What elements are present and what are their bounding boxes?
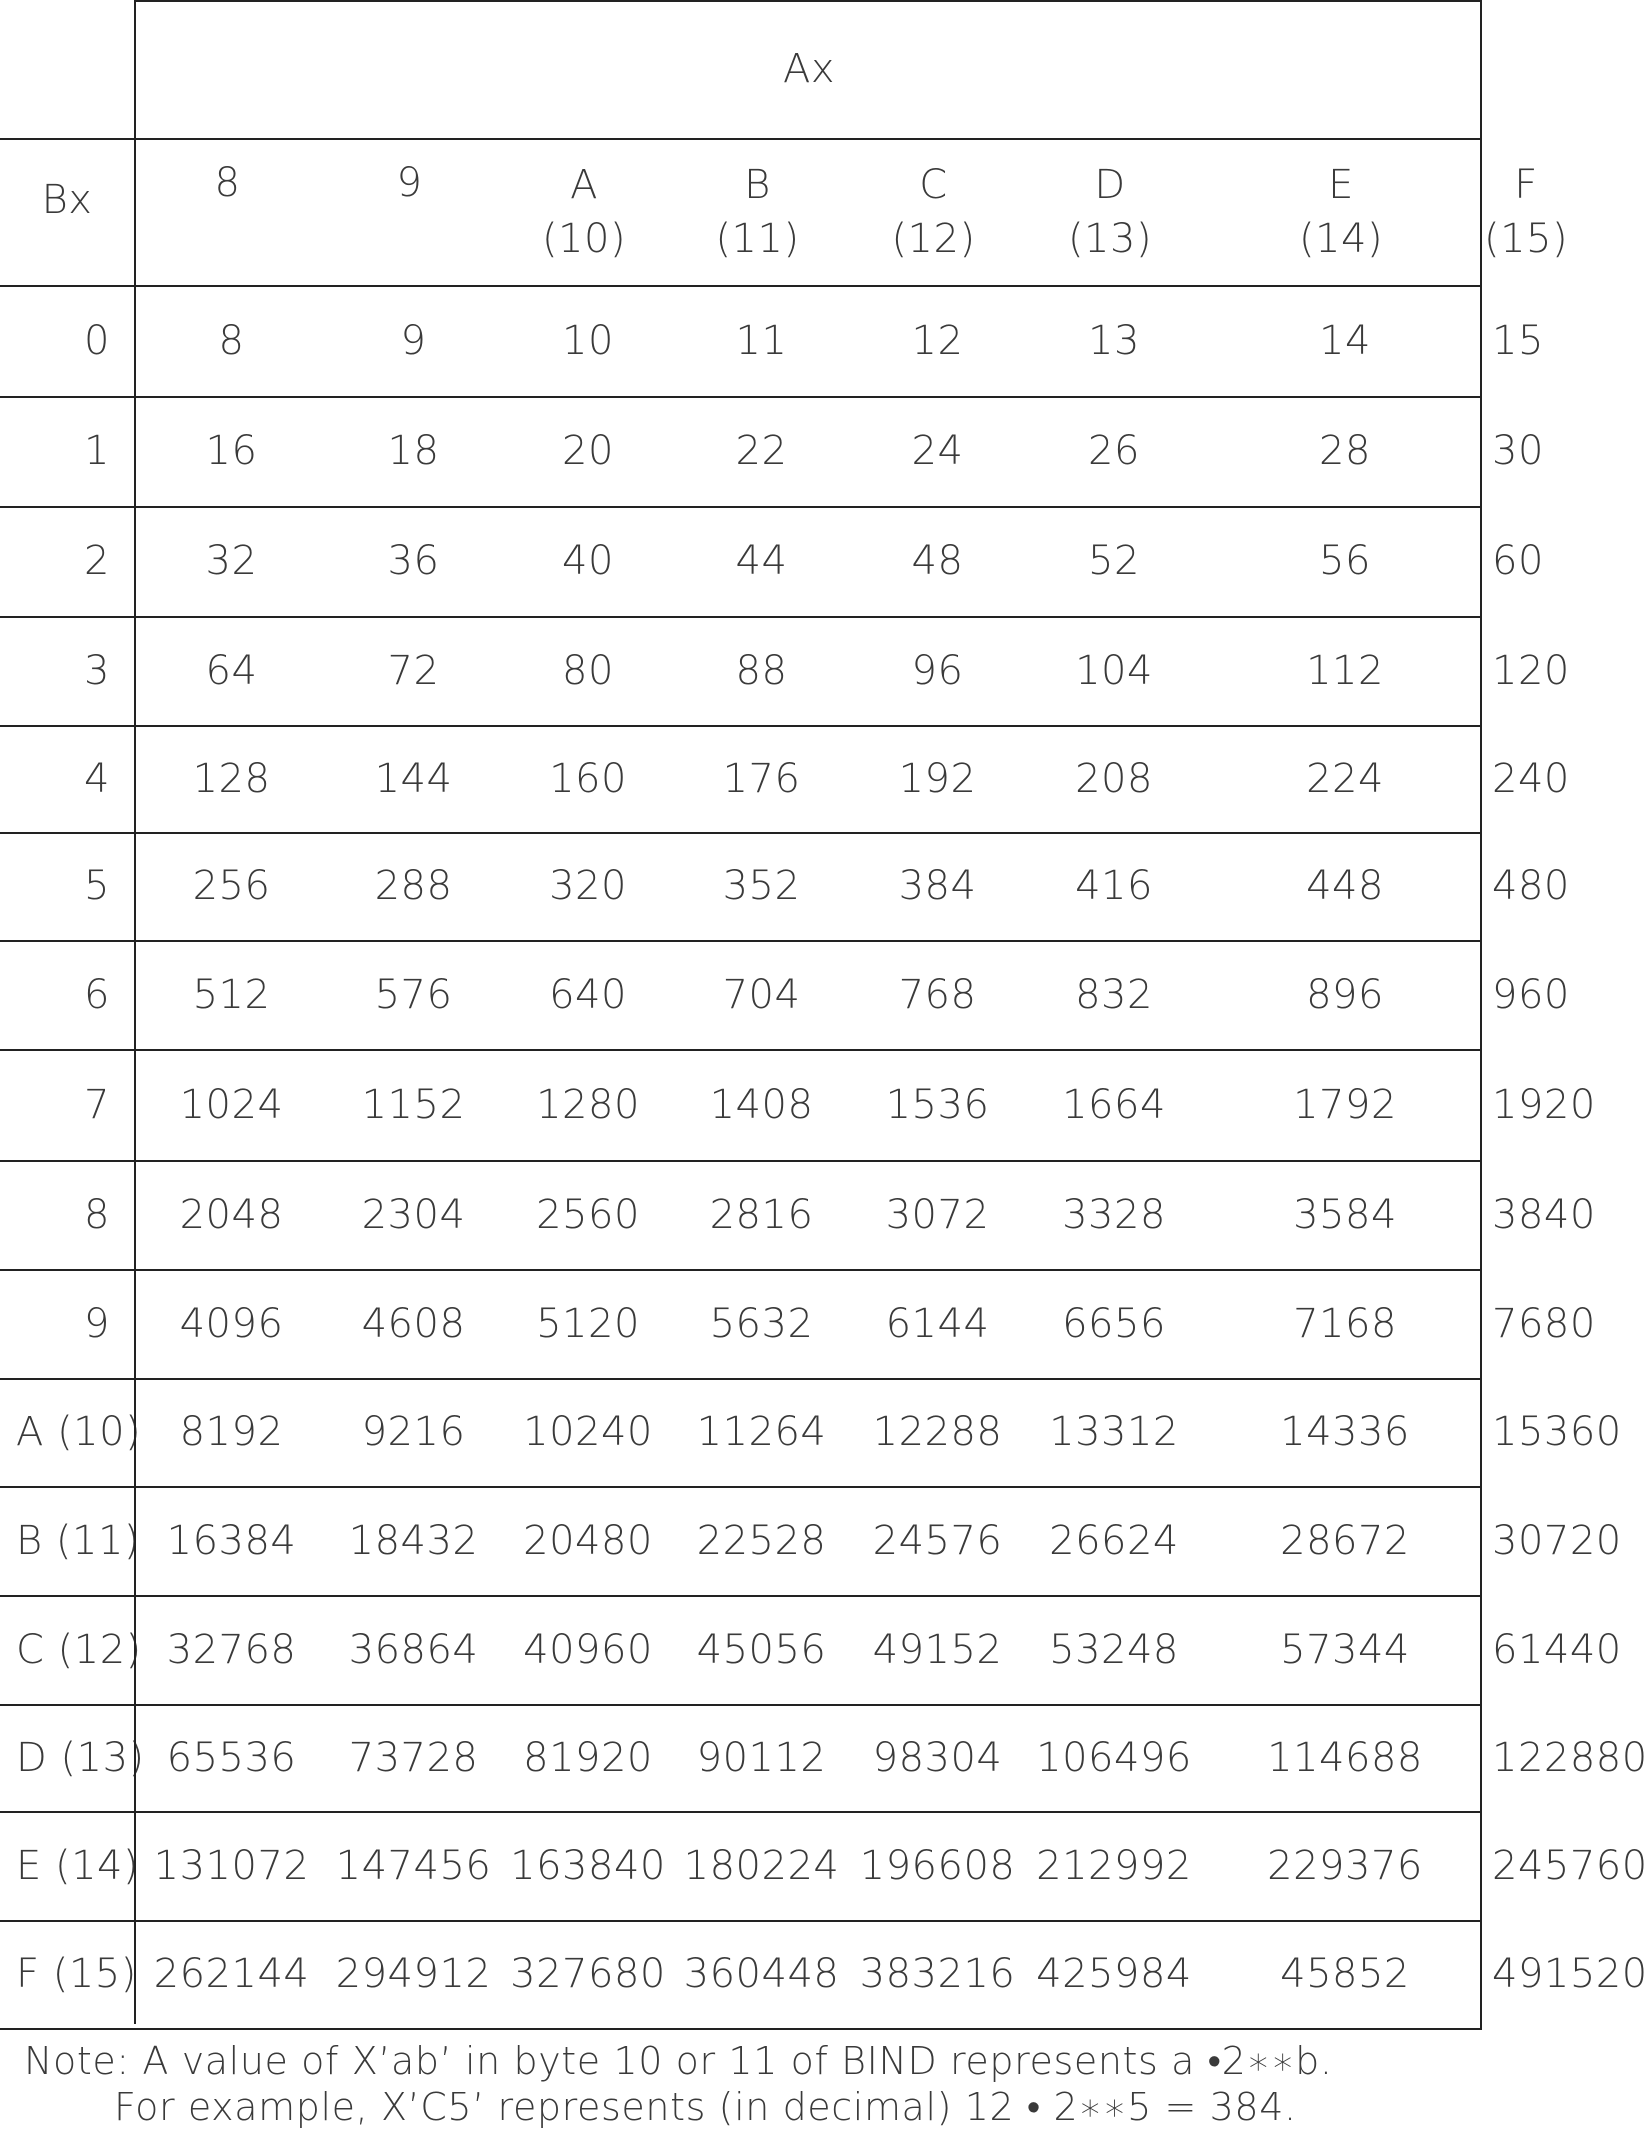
table-cell: 6144 xyxy=(885,1300,990,1347)
row-header: 3 xyxy=(84,647,110,694)
table-cell: 11264 xyxy=(696,1409,827,1455)
table-cell: 1792 xyxy=(1293,1081,1397,1128)
table-cell: 7168 xyxy=(1293,1300,1397,1347)
row-divider xyxy=(0,1811,1482,1813)
table-cell: 1536 xyxy=(885,1081,990,1128)
table-cell: 768 xyxy=(898,971,977,1018)
column-header xyxy=(845,138,1022,285)
table-cell: 8192 xyxy=(179,1409,284,1455)
row-divider xyxy=(0,725,1482,727)
column-header-hex: F xyxy=(1514,161,1538,208)
table-cell: 28 xyxy=(1319,428,1371,474)
table-cell: 16384 xyxy=(166,1517,297,1564)
table-cell: 9216 xyxy=(361,1409,466,1455)
table-cell: 144 xyxy=(374,755,453,802)
table-cell: 1280 xyxy=(536,1081,640,1128)
table-cell: 11 xyxy=(735,317,788,364)
column-header-hex: C xyxy=(919,161,948,208)
table-cell: 14 xyxy=(1319,317,1371,364)
table-cell: 196608 xyxy=(859,1842,1016,1889)
table-cell: 90112 xyxy=(696,1734,827,1781)
table-cell: 73728 xyxy=(348,1734,479,1781)
table-cell: 72 xyxy=(387,647,440,694)
table-cell: 192 xyxy=(898,755,977,802)
row-header: 1 xyxy=(84,428,110,474)
table-cell: 44 xyxy=(735,538,788,584)
row-divider xyxy=(0,1486,1482,1488)
table-cell: 80 xyxy=(562,647,614,694)
column-header-decimal: (10) xyxy=(541,215,627,262)
table-cell: 16 xyxy=(205,428,258,474)
row-header: 0 xyxy=(84,317,110,364)
table-cell: 104 xyxy=(1075,647,1153,694)
table-cell: 2816 xyxy=(709,1191,814,1238)
table-cell: 640 xyxy=(549,971,627,1018)
table-cell: 61440 xyxy=(1492,1626,1622,1673)
table-cell: 448 xyxy=(1306,863,1384,909)
table-cell: 832 xyxy=(1075,971,1153,1018)
table-cell: 288 xyxy=(374,863,453,909)
table-cell: 160 xyxy=(549,755,627,802)
table-cell: 128 xyxy=(192,755,271,802)
table-cell: 30720 xyxy=(1492,1517,1622,1564)
table-cell: 131072 xyxy=(153,1842,310,1889)
row-divider xyxy=(0,1920,1482,1922)
table-cell: 480 xyxy=(1492,863,1570,909)
table-cell: 256 xyxy=(192,863,271,909)
column-header-decimal: (14) xyxy=(1298,215,1384,262)
row-divider xyxy=(0,616,1482,618)
table-cell: 49152 xyxy=(872,1626,1003,1673)
table-cell: 5632 xyxy=(709,1300,814,1347)
row-divider xyxy=(0,1378,1482,1380)
table-cell: 240 xyxy=(1492,755,1570,802)
table-top-border xyxy=(134,0,1482,2)
table-cell: 15 xyxy=(1492,317,1544,364)
table-cell: 18 xyxy=(387,428,440,474)
table-cell: 45852 xyxy=(1280,1951,1410,1997)
table-cell: 32 xyxy=(205,538,258,584)
table-cell: 147456 xyxy=(335,1842,492,1889)
table-cell: 224 xyxy=(1306,755,1384,802)
row-header: A (10) xyxy=(16,1409,142,1455)
row-divider xyxy=(0,1160,1482,1162)
table-cell: 8 xyxy=(218,317,245,364)
table-cell: 40960 xyxy=(523,1626,653,1673)
table-cell: 13312 xyxy=(1049,1409,1179,1455)
table-cell: 294912 xyxy=(335,1951,492,1997)
row-header: 9 xyxy=(84,1300,110,1347)
table-cell: 106496 xyxy=(1036,1734,1192,1781)
table-cell: 1920 xyxy=(1492,1081,1596,1128)
table-cell: 36864 xyxy=(348,1626,479,1673)
column-header xyxy=(1198,138,1484,285)
column-header xyxy=(1484,138,1568,285)
row-header: 8 xyxy=(84,1191,110,1238)
table-cell: 32768 xyxy=(166,1626,297,1673)
table-cell: 208 xyxy=(1075,755,1153,802)
row-divider xyxy=(0,285,1482,287)
row-header: 7 xyxy=(84,1081,110,1128)
table-cell: 10 xyxy=(562,317,614,364)
table-cell: 1024 xyxy=(179,1081,284,1128)
table-cell: 491520 xyxy=(1492,1951,1648,1997)
table-cell: 229376 xyxy=(1267,1842,1423,1889)
table-cell: 3328 xyxy=(1062,1191,1166,1238)
row-divider xyxy=(0,506,1482,508)
table-cell: 22 xyxy=(735,428,788,474)
row-header: C (12) xyxy=(16,1626,142,1673)
table-cell: 320 xyxy=(549,863,627,909)
row-divider xyxy=(0,1269,1482,1271)
note-line-1: Note: A value of X’ab’ in byte 10 or 11 of BIND represents a •2∗∗b. xyxy=(24,2039,1333,2083)
table-cell: 327680 xyxy=(510,1951,666,1997)
column-header-decimal: (12) xyxy=(891,215,976,262)
table-cell: 114688 xyxy=(1267,1734,1423,1781)
table-cell: 30 xyxy=(1492,428,1544,474)
table-cell: 20480 xyxy=(523,1517,653,1564)
table-cell: 48 xyxy=(911,538,964,584)
table-cell: 88 xyxy=(735,647,788,694)
column-header-decimal: (13) xyxy=(1067,215,1153,262)
table-cell: 112 xyxy=(1306,647,1384,694)
row-header: E (14) xyxy=(16,1842,140,1889)
table-cell: 896 xyxy=(1306,971,1384,1018)
table-cell: 120 xyxy=(1492,647,1570,694)
row-divider xyxy=(0,832,1482,834)
table-cell: 360448 xyxy=(683,1951,840,1997)
table-cell: 18432 xyxy=(348,1517,479,1564)
column-header-decimal: (11) xyxy=(715,215,800,262)
table-cell: 45056 xyxy=(696,1626,827,1673)
table-cell: 52 xyxy=(1088,538,1140,584)
table-cell: 2560 xyxy=(536,1191,640,1238)
table-cell: 1408 xyxy=(709,1081,814,1128)
column-header-hex: B xyxy=(744,161,771,208)
row-divider xyxy=(0,396,1482,398)
table-cell: 98304 xyxy=(872,1734,1003,1781)
column-header xyxy=(134,138,321,285)
table-cell: 4608 xyxy=(361,1300,466,1347)
row-divider xyxy=(0,940,1482,942)
table-cell: 960 xyxy=(1492,971,1570,1018)
table-cell: 56 xyxy=(1319,538,1371,584)
table-cell: 163840 xyxy=(510,1842,666,1889)
note-line-2: For example, X’C5’ represents (in decimal) 12 • 2∗∗5 = 384. xyxy=(114,2085,1297,2129)
table-cell: 53248 xyxy=(1049,1626,1179,1673)
header-divider xyxy=(0,138,1482,140)
column-header-hex: 9 xyxy=(396,160,423,206)
table-cell: 5120 xyxy=(536,1300,640,1347)
table-cell: 212992 xyxy=(1036,1842,1192,1889)
table-cell: 416 xyxy=(1075,863,1153,909)
row-header-divider xyxy=(134,0,136,2024)
column-header xyxy=(321,138,498,285)
column-header-hex: A xyxy=(570,161,598,208)
table-cell: 10240 xyxy=(523,1409,653,1455)
table-cell: 180224 xyxy=(683,1842,840,1889)
column-header-hex: 8 xyxy=(214,160,241,206)
column-header xyxy=(1022,138,1198,285)
row-header: 4 xyxy=(84,755,110,802)
table-cell: 96 xyxy=(911,647,964,694)
table-cell: 1664 xyxy=(1062,1081,1166,1128)
table-cell: 2048 xyxy=(179,1191,284,1238)
row-header: D (13) xyxy=(16,1734,145,1781)
row-header: F (15) xyxy=(16,1951,137,1997)
table-cell: 425984 xyxy=(1036,1951,1192,1997)
table-cell: 24576 xyxy=(872,1517,1003,1564)
table-cell: 3840 xyxy=(1492,1191,1596,1238)
table-cell: 704 xyxy=(722,971,801,1018)
table-cell: 1152 xyxy=(361,1081,466,1128)
column-header-hex: D xyxy=(1094,161,1126,208)
table-cell: 64 xyxy=(205,647,258,694)
table-cell: 14336 xyxy=(1280,1409,1410,1455)
table-cell: 2304 xyxy=(361,1191,466,1238)
table-cell: 26 xyxy=(1088,428,1140,474)
table-cell: 122880 xyxy=(1492,1734,1648,1781)
column-header xyxy=(498,138,670,285)
table-cell: 57344 xyxy=(1280,1626,1410,1673)
table-cell: 4096 xyxy=(179,1300,284,1347)
table-note xyxy=(24,2038,1464,2130)
table-cell: 3584 xyxy=(1293,1191,1397,1238)
table-cell: 9 xyxy=(400,317,427,364)
table-cell: 15360 xyxy=(1492,1409,1622,1455)
row-header: 2 xyxy=(84,538,110,584)
table-cell: 245760 xyxy=(1492,1842,1648,1889)
table-cell: 36 xyxy=(387,538,440,584)
row-divider xyxy=(0,1049,1482,1051)
table-cell: 384 xyxy=(898,863,977,909)
table-right-border xyxy=(1480,0,1482,2028)
table-cell: 28672 xyxy=(1280,1517,1410,1564)
row-header: 6 xyxy=(84,971,110,1018)
table-cell: 12 xyxy=(911,317,964,364)
table-cell: 24 xyxy=(911,428,964,474)
table-cell: 176 xyxy=(722,755,801,802)
column-header-hex: E xyxy=(1328,161,1354,208)
table-cell: 262144 xyxy=(153,1951,310,1997)
column-header xyxy=(670,138,845,285)
table-cell: 3072 xyxy=(885,1191,990,1238)
table-cell: 6656 xyxy=(1062,1300,1166,1347)
row-divider xyxy=(0,1704,1482,1706)
row-header: 5 xyxy=(84,863,110,909)
table-bottom-border xyxy=(0,2028,1482,2030)
table-cell: 12288 xyxy=(872,1409,1003,1455)
table-cell: 60 xyxy=(1492,538,1544,584)
table-cell: 7680 xyxy=(1492,1300,1596,1347)
table-cell: 512 xyxy=(192,971,271,1018)
table-cell: 20 xyxy=(562,428,614,474)
table-cell: 26624 xyxy=(1049,1517,1179,1564)
row-divider xyxy=(0,1595,1482,1597)
row-header-label: Bx xyxy=(41,176,93,223)
table-cell: 22528 xyxy=(696,1517,827,1564)
table-cell: 13 xyxy=(1088,317,1140,364)
column-group-header: Ax xyxy=(782,46,836,92)
table-cell: 65536 xyxy=(166,1734,297,1781)
table-cell: 576 xyxy=(374,971,453,1018)
row-header: B (11) xyxy=(16,1517,141,1564)
table-cell: 352 xyxy=(722,863,801,909)
table-cell: 81920 xyxy=(523,1734,653,1781)
table-cell: 40 xyxy=(562,538,614,584)
table-cell: 383216 xyxy=(859,1951,1016,1997)
column-header-decimal: (15) xyxy=(1484,215,1569,262)
